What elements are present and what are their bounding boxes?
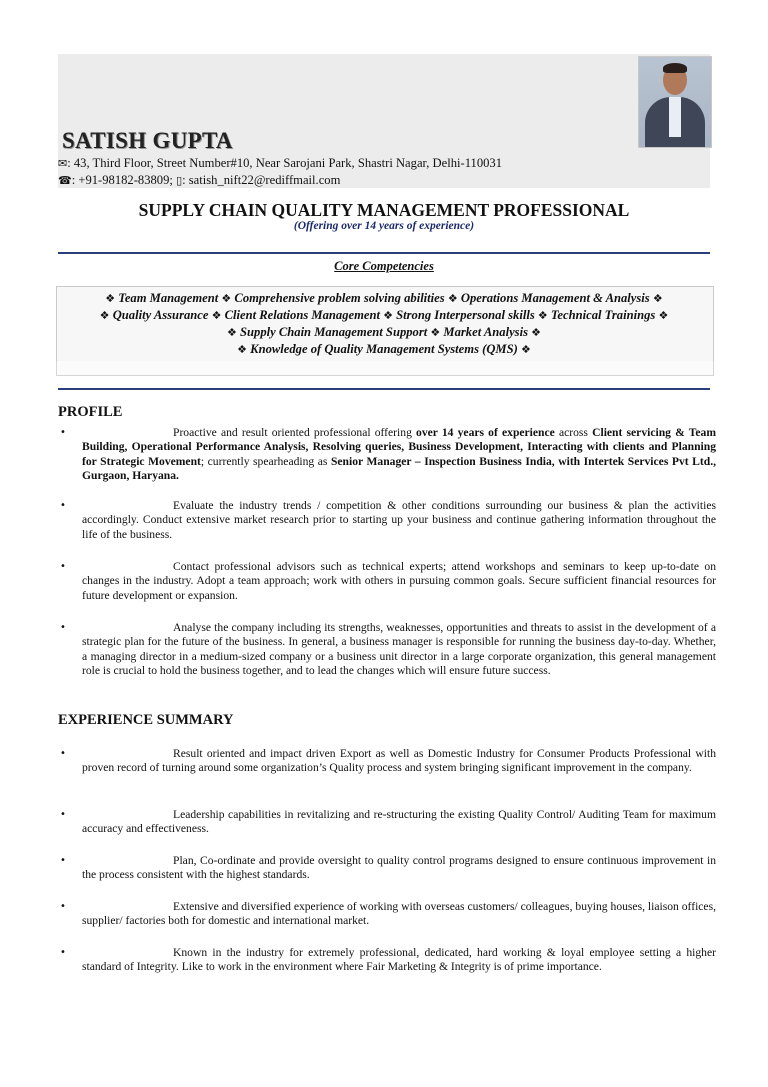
text-segment: Evaluate the industry trends / competition & other conditions surrounding our business & plan the activities accordingly. Conduct extensive market research prior to starting up your business and continue gathering information throughout the life of the business. bbox=[82, 499, 716, 541]
bullet-item bbox=[58, 426, 716, 484]
telephone-icon: ☎ bbox=[58, 174, 72, 187]
diamond-bullet-icon: ❖ bbox=[531, 326, 541, 339]
core-competency-item: Supply Chain Management Support bbox=[236, 325, 431, 339]
address-text: : 43, Third Floor, Street Number#10, Near Sarojani Park, Shastri Nagar, Delhi-110031 bbox=[67, 156, 503, 170]
bullet-item bbox=[58, 560, 716, 603]
bullet-text bbox=[82, 854, 716, 883]
text-segment: ; currently spearheading as bbox=[200, 454, 331, 468]
core-competency-item: Market Analysis bbox=[440, 325, 532, 339]
core-competency-item: Operations Management & Analysis bbox=[457, 291, 653, 305]
diamond-bullet-icon: ❖ bbox=[227, 326, 237, 339]
diamond-bullet-icon: ❖ bbox=[658, 309, 669, 322]
bullet-item bbox=[58, 900, 716, 929]
address-line bbox=[58, 156, 502, 171]
bullet-icon: • bbox=[60, 855, 66, 866]
profile-heading: PROFILE bbox=[58, 404, 123, 420]
divider-bottom bbox=[58, 388, 710, 390]
diamond-bullet-icon: ❖ bbox=[211, 309, 222, 322]
bullet-text bbox=[82, 747, 716, 776]
core-competency-item: Team Management bbox=[115, 291, 222, 305]
text-segment: Plan, Co-ordinate and provide oversight to quality control programs designed to ensure continuous improvement in the process consistent with the highest standards. bbox=[82, 854, 716, 882]
experience-heading: EXPERIENCE SUMMARY bbox=[58, 712, 234, 728]
core-competency-item: Knowledge of Quality Management Systems (QMS) bbox=[247, 342, 521, 356]
core-competency-line bbox=[56, 325, 712, 340]
diamond-bullet-icon: ❖ bbox=[105, 292, 116, 305]
profile-photo bbox=[638, 56, 712, 148]
contact-line bbox=[58, 173, 340, 188]
diamond-bullet-icon: ❖ bbox=[447, 292, 458, 305]
bullet-icon: • bbox=[60, 947, 66, 958]
diamond-bullet-icon: ❖ bbox=[221, 292, 232, 305]
core-competency-item: Quality Assurance bbox=[109, 308, 212, 322]
bullet-icon: • bbox=[60, 622, 66, 633]
bold-text-segment: Senior Manager – Inspection Business India, with Intertek Services Pvt Ltd., Gurgaon, Haryana. bbox=[82, 454, 716, 483]
candidate-name: SATISH GUPTA bbox=[62, 128, 233, 153]
bullet-text bbox=[82, 426, 716, 484]
core-competency-line bbox=[56, 342, 712, 357]
bullet-item bbox=[58, 621, 716, 679]
bullet-text bbox=[82, 946, 716, 975]
bullet-item bbox=[58, 808, 716, 837]
diamond-bullet-icon: ❖ bbox=[430, 326, 441, 339]
bullet-text bbox=[82, 621, 716, 679]
bullet-icon: • bbox=[60, 748, 66, 759]
text-segment: Proactive and result oriented professional offering bbox=[173, 426, 417, 439]
divider-top bbox=[58, 252, 710, 254]
diamond-bullet-icon: ❖ bbox=[237, 343, 248, 356]
diamond-bullet-icon: ❖ bbox=[652, 292, 663, 305]
bullet-item bbox=[58, 946, 716, 975]
email-text: : satish_nift22@rediffmail.com bbox=[182, 173, 341, 187]
diamond-bullet-icon: ❖ bbox=[99, 309, 110, 322]
bullet-icon: • bbox=[60, 500, 66, 511]
diamond-bullet-icon: ❖ bbox=[537, 309, 548, 322]
diamond-bullet-icon: ❖ bbox=[520, 343, 531, 356]
email-glyph-icon: ▯ bbox=[176, 174, 183, 187]
bullet-text bbox=[82, 900, 716, 929]
core-competency-item: Comprehensive problem solving abilities bbox=[231, 291, 448, 305]
core-competencies-shadow bbox=[56, 361, 714, 376]
core-competency-item: Technical Trainings bbox=[547, 308, 659, 322]
phone-text: : +91-98182-83809; bbox=[71, 173, 177, 187]
core-competencies-heading: Core Competencies bbox=[334, 259, 434, 273]
bold-text-segment: over 14 years of experience bbox=[416, 426, 555, 439]
core-competency-line bbox=[56, 291, 712, 306]
bold-text-segment: Client servicing & Team Building, Operational Performance Analysis, Resolving queries, Business Development, Interacting with clients and Planning for Strategic Movement bbox=[82, 426, 716, 468]
core-competency-item: Client Relations Management bbox=[221, 308, 384, 322]
envelope-icon: ✉ bbox=[58, 157, 68, 170]
core-competency-item: Strong Interpersonal skills bbox=[393, 308, 538, 322]
bullet-icon: • bbox=[60, 901, 66, 912]
text-segment: Contact professional advisors such as technical experts; attend workshops and seminars to keep up-to-date on changes in the industry. Adopt a team approach; work with others in pursuing common goals. Secure sufficient financial resources for future development or expansion. bbox=[82, 560, 716, 602]
bullet-item bbox=[58, 499, 716, 542]
text-segment: Analyse the company including its strengths, weaknesses, opportunities and threats to assist in the development of a strategic plan for the future of the business. In general, a business manager is responsible for running the business day-to-day. Whether, a managing director in a medium-sized company or a business unit director in a large corporate organization, this general management role is crucial to hold the business together, and to lead the changes which will ensure future success. bbox=[82, 621, 716, 678]
text-segment: Extensive and diversified experience of working with overseas customers/ colleagues, buying houses, liaison offices, supplier/ factories both for domestic and international market. bbox=[82, 900, 716, 928]
bullet-text bbox=[82, 560, 716, 603]
professional-title: SUPPLY CHAIN QUALITY MANAGEMENT PROFESSIONAL bbox=[138, 200, 630, 220]
bullet-icon: • bbox=[60, 561, 66, 572]
core-competency-line bbox=[56, 308, 712, 323]
bullet-text bbox=[82, 499, 716, 542]
bullet-text bbox=[82, 808, 716, 837]
experience-subtitle: (Offering over 14 years of experience) bbox=[293, 220, 475, 232]
bullet-item bbox=[58, 747, 716, 776]
bullet-icon: • bbox=[60, 427, 66, 438]
text-segment: Leadership capabilities in revitalizing and re-structuring the existing Quality Control/ Auditing Team for maximum accuracy and effectiveness. bbox=[82, 808, 716, 836]
text-segment: Known in the industry for extremely professional, dedicated, hard working & loyal employee setting a higher standard of Integrity. Like to work in the environment where Fair Marketing & Integrity is of prime importance. bbox=[82, 946, 716, 974]
bullet-icon: • bbox=[60, 809, 66, 820]
text-segment: across bbox=[554, 426, 593, 439]
diamond-bullet-icon: ❖ bbox=[383, 309, 393, 322]
bullet-item bbox=[58, 854, 716, 883]
text-segment: Result oriented and impact driven Export as well as Domestic Industry for Consumer Products Professional with proven record of turning around some organization’s Quality process and system bringing significant improvement in the company. bbox=[82, 747, 716, 775]
